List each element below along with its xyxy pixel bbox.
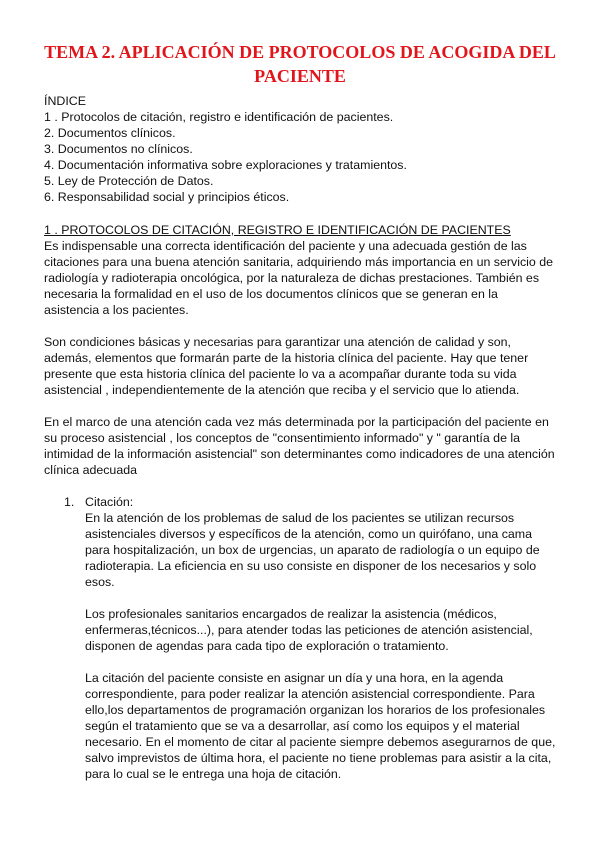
subsection-body [64, 510, 556, 782]
subsection-label: Citación: [85, 495, 134, 509]
section-heading: 1 . PROTOCOLOS DE CITACIÓN, REGISTRO E IDENTIFICACIÓN DE PACIENTES [44, 223, 511, 237]
index-item: 5. Ley de Protección de Datos. [44, 174, 214, 188]
index-list [44, 109, 556, 205]
subsection-number: 1. [64, 495, 75, 509]
index-heading: ÍNDICE [44, 94, 86, 108]
index-item: 6. Responsabilidad social y principios éticos. [44, 190, 290, 204]
index-item: 1 . Protocolos de citación, registro e identificación de pacientes. [44, 110, 394, 124]
document-title: TEMA 2. APLICACIÓN DE PROTOCOLOS DE ACOGIDA DEL PACIENTE [44, 42, 556, 86]
paragraph: Es indispensable una correcta identificación del paciente y una adecuada gestión de las citaciones para una buena atención sanitaria, adquiriendo más importancia en un servicio de radiología y radioterapia oncológica, por la naturaleza de dichas prestaciones. También es necesaria la formalidad en el uso de los documentos clínicos que se generan en la asistencia a los pacientes. [44, 239, 554, 317]
subsection-citacion [44, 494, 556, 782]
index-item: 2. Documentos clínicos. [44, 126, 176, 140]
paragraph: En la atención de los problemas de salud de los pacientes se utilizan recursos asistenciales diversos y específicos de la atención, como un quirófano, una cama para hospitalización, un box de urgencias, un aparato de radiología o un equipo de radioterapia. La eficiencia en su uso consiste en disponer de los necesarios y solo esos. [85, 511, 540, 589]
subsection-title [64, 494, 556, 510]
index-block [44, 93, 556, 782]
index-item: 3. Documentos no clínicos. [44, 142, 193, 156]
paragraph: En el marco de una atención cada vez más determinada por la participación del paciente en su proceso asistencial , los conceptos de "consentimiento informado" y " garantía de la intimidad de la información asistencial" son determinantes como indicadores de una atención clínica adecuada [44, 415, 555, 477]
paragraph: Los profesionales sanitarios encargados de realizar la asistencia (médicos, enfermeras,técnicos...), para atender todas las peticiones de atención asistencial, disponen de agendas para cada tipo de exploración o tratamiento. [85, 607, 533, 653]
index-item: 4. Documentación informativa sobre exploraciones y tratamientos. [44, 158, 407, 172]
paragraph: La citación del paciente consiste en asignar un día y una hora, en la agenda correspondiente, para poder realizar la atención asistencial correspondiente. Para ello,los departamentos de programación organizan los horarios de los profesionales según el tratamiento que se va a desarrollar, así como los equipos y el material necesario. En el momento de citar al paciente siempre debemos asegurarnos de que, salvo imprevistos de última hora, el paciente no tiene problemas para asistir a la cita, para lo cual se le entrega una hoja de citación. [85, 671, 556, 781]
paragraph: Son condiciones básicas y necesarias para garantizar una atención de calidad y son, además, elementos que formarán parte de la historia clínica del paciente. Hay que tener presente que esta historia clínica del paciente lo va a acompañar durante toda su vida asistencial , independientemente de la atención que reciba y el servicio que lo atienda. [44, 335, 529, 397]
